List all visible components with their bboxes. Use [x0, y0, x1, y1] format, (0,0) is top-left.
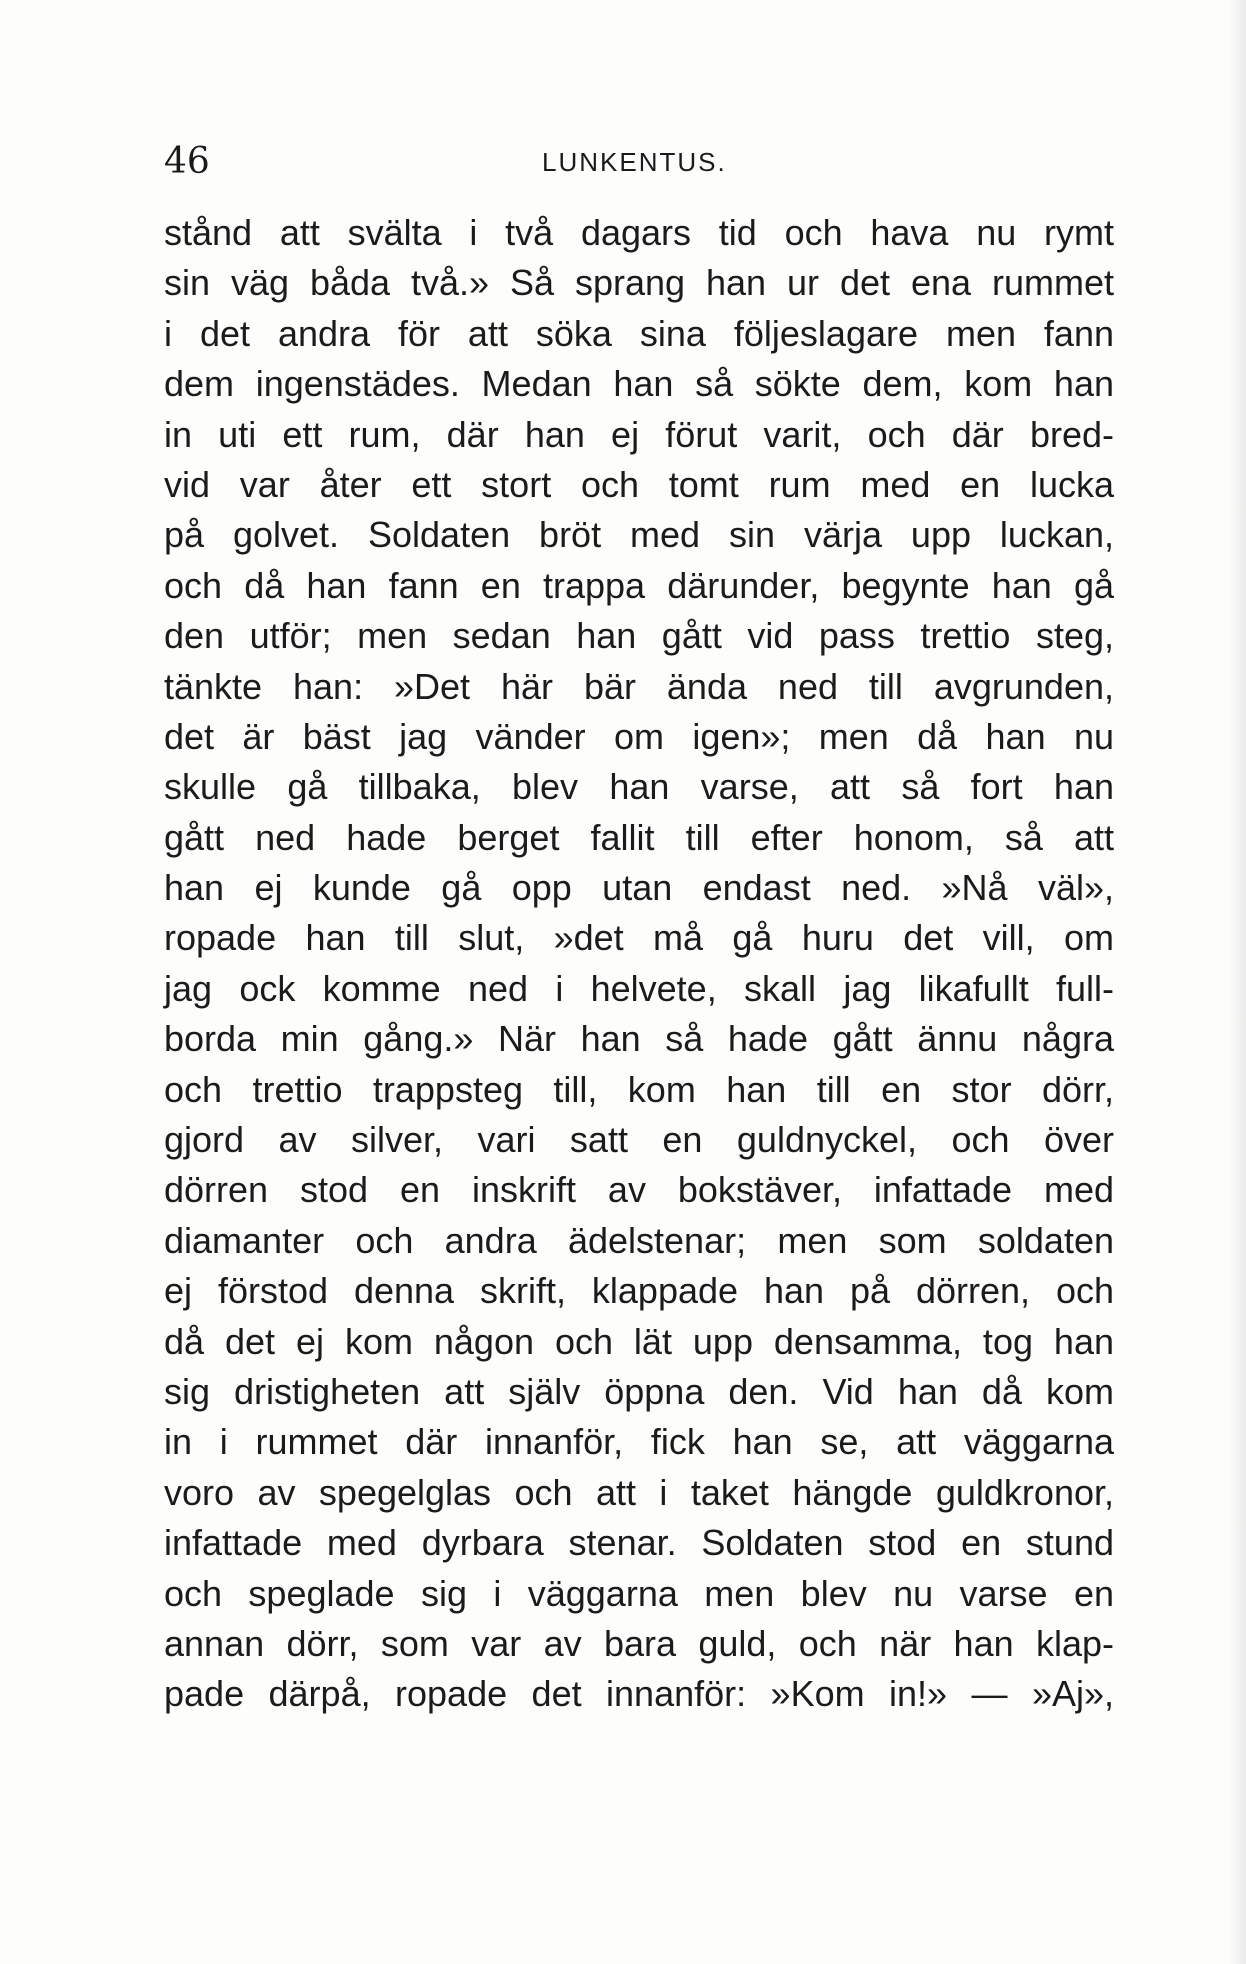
text-line: och då han fann en trappa därunder, begynte han gå — [164, 564, 1114, 606]
text-line: ropade han till slut, »det må gå huru det vill, om — [164, 917, 1114, 959]
text-line: diamanter och andra ädelstenar; men som soldaten — [164, 1219, 1114, 1261]
text-line: på golvet. Soldaten bröt med sin värja upp luckan, — [164, 514, 1114, 556]
text-line: gjord av silver, vari satt en guldnyckel, och över — [164, 1119, 1114, 1161]
text-line: han ej kunde gå opp utan endast ned. »Nå väl», — [164, 867, 1114, 909]
text-line: i det andra för att söka sina följeslagare men fann — [164, 312, 1114, 354]
text-line: sig dristigheten att själv öppna den. Vid han då kom — [164, 1370, 1114, 1412]
text-line: den utför; men sedan han gått vid pass trettio steg, — [164, 615, 1114, 657]
text-line: stånd att svälta i två dagars tid och hava nu rymt — [164, 212, 1114, 253]
text-line: jag ock komme ned i helvete, skall jag likafullt full- — [164, 967, 1114, 1009]
page-header — [164, 132, 744, 192]
text-line: dörren stod en inskrift av bokstäver, infattade med — [164, 1169, 1114, 1211]
text-line: borda min gång.» När han så hade gått ännu några — [164, 1018, 1114, 1060]
text-line: pade därpå, ropade det innanför: »Kom in!» — »Aj», — [164, 1673, 1114, 1715]
text-line: dem ingenstädes. Medan han så sökte dem, kom han — [164, 363, 1114, 405]
text-line: ej förstod denna skrift, klappade han på dörren, och — [164, 1270, 1114, 1312]
text-line: och speglade sig i väggarna men blev nu varse en — [164, 1572, 1114, 1614]
text-line: gått ned hade berget fallit till efter honom, så att — [164, 816, 1114, 858]
body-text — [164, 208, 1114, 1720]
text-line: skulle gå tillbaka, blev han varse, att så fort han — [164, 766, 1114, 808]
text-line: in i rummet där innanför, fick han se, att väggarna — [164, 1421, 1114, 1463]
page-edge-shadow — [1228, 0, 1246, 1964]
text-line: då det ej kom någon och lät upp densamma, tog han — [164, 1320, 1114, 1362]
text-line: annan dörr, som var av bara guld, och när han klap- — [164, 1622, 1114, 1664]
text-line: voro av spegelglas och att i taket hängde guldkronor, — [164, 1471, 1114, 1513]
text-line: och trettio trappsteg till, kom han till en stor dörr, — [164, 1068, 1114, 1110]
running-head: LUNKENTUS. — [542, 147, 727, 177]
text-line: tänkte han: »Det här bär ända ned till avgrunden, — [164, 665, 1114, 707]
page-number: 46 — [164, 141, 210, 182]
text-line: infattade med dyrbara stenar. Soldaten stod en stund — [164, 1522, 1114, 1564]
text-line: sin väg båda två.» Så sprang han ur det ena rummet — [164, 262, 1114, 304]
text-line: det är bäst jag vänder om igen»; men då han nu — [164, 715, 1114, 757]
text-line: in uti ett rum, där han ej förut varit, och där bred- — [164, 413, 1114, 455]
text-line: vid var åter ett stort och tomt rum med en lucka — [164, 463, 1114, 505]
